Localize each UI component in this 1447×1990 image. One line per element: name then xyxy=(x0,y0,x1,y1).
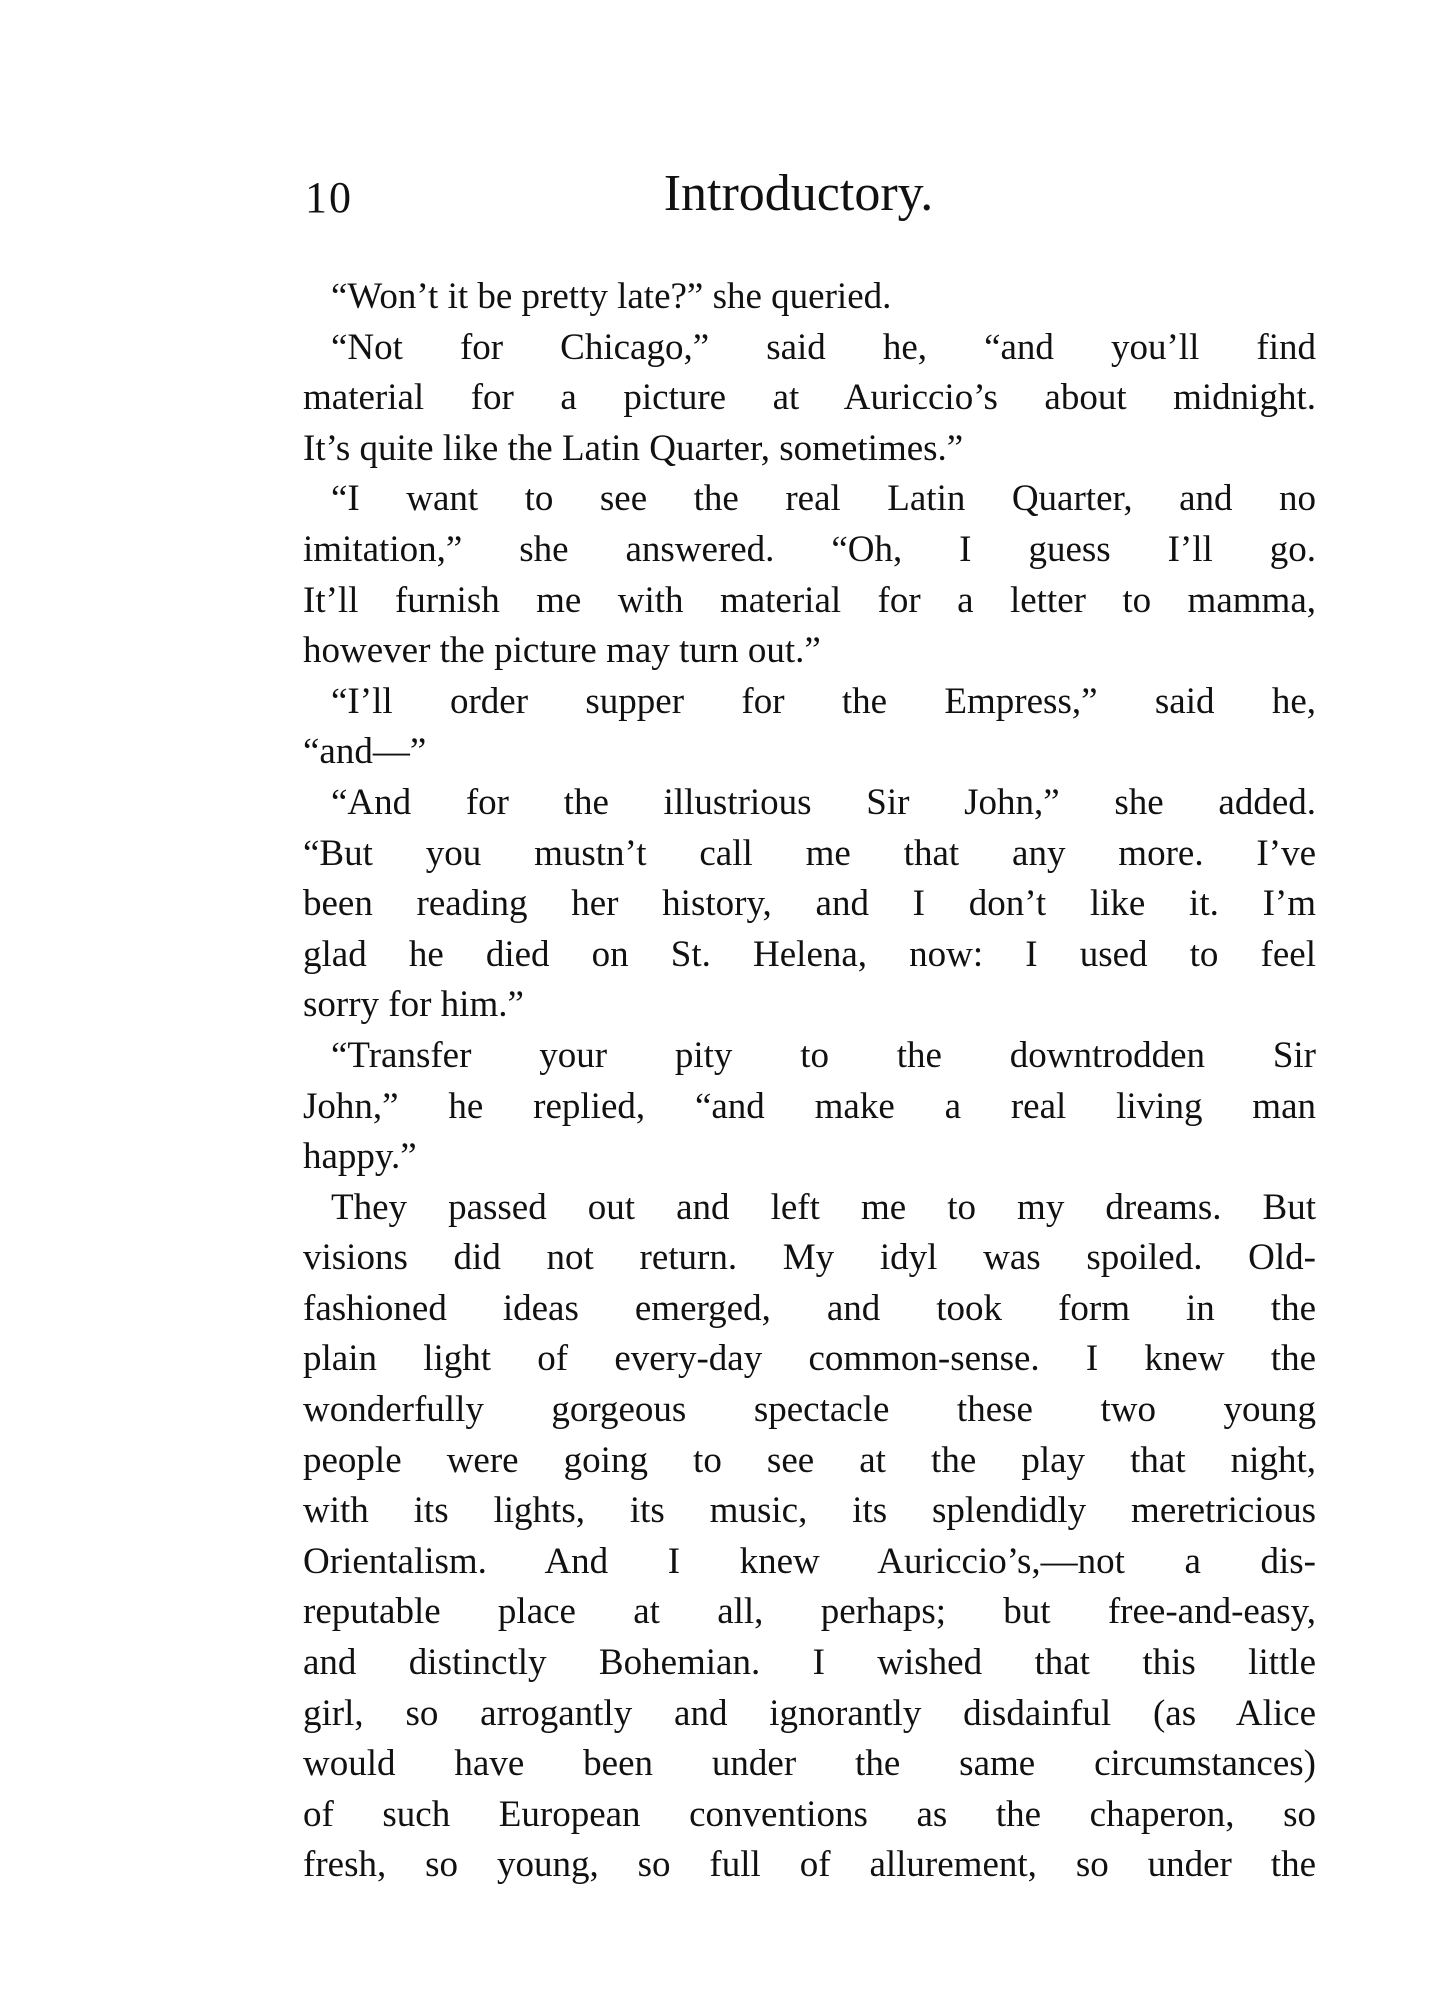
text-line: fresh, so young, so full of allurement, so under the xyxy=(303,1844,1316,1886)
text-line: John,” he replied, “and make a real living man xyxy=(303,1085,1316,1127)
text-line: “And for the illustrious Sir John,” she added. xyxy=(331,781,1316,823)
text-line: “I want to see the real Latin Quarter, and no xyxy=(331,478,1316,520)
text-line: glad he died on St. Helena, now: I used to feel xyxy=(303,933,1316,975)
text-line: visions did not return. My idyl was spoiled. Old- xyxy=(303,1237,1316,1279)
text-line: “Won’t it be pretty late?” she queried. xyxy=(331,276,892,317)
text-line: They passed out and left me to my dreams. But xyxy=(331,1186,1316,1228)
text-line: with its lights, its music, its splendidly meretricious xyxy=(303,1490,1316,1532)
text-line: “But you mustn’t call me that any more. I’ve xyxy=(303,832,1316,874)
text-line: however the picture may turn out.” xyxy=(303,630,821,672)
text-line: It’s quite like the Latin Quarter, sometimes.” xyxy=(303,427,964,469)
body-text xyxy=(303,272,1316,1891)
text-line: Orientalism. And I knew Auriccio’s,—not a dis- xyxy=(303,1540,1316,1582)
text-line: of such European conventions as the chaperon, so xyxy=(303,1793,1316,1835)
text-line: material for a picture at Auriccio’s about midnight. xyxy=(303,377,1316,419)
text-line: “and—” xyxy=(303,731,427,773)
text-line: It’ll furnish me with material for a letter to mamma, xyxy=(303,579,1316,621)
text-line: and distinctly Bohemian. I wished that this little xyxy=(303,1642,1316,1684)
text-line: happy.” xyxy=(303,1136,417,1178)
text-line: would have been under the same circumstances) xyxy=(303,1743,1316,1785)
text-line: fashioned ideas emerged, and took form in the xyxy=(303,1287,1316,1329)
text-line: girl, so arrogantly and ignorantly disdainful (as Alice xyxy=(303,1692,1316,1734)
text-line: sorry for him.” xyxy=(303,984,524,1026)
text-line: “Not for Chicago,” said he, “and you’ll find xyxy=(331,326,1316,368)
text-line: “I’ll order supper for the Empress,” said he, xyxy=(331,680,1316,722)
text-line: plain light of every-day common-sense. I knew the xyxy=(303,1338,1316,1380)
text-line: “Transfer your pity to the downtrodden Sir xyxy=(331,1034,1316,1076)
text-line: imitation,” she answered. “Oh, I guess I’ll go. xyxy=(303,528,1316,570)
text-line: reputable place at all, perhaps; but free-and-easy, xyxy=(303,1591,1316,1633)
page-number: 10 xyxy=(305,173,353,222)
text-line: been reading her history, and I don’t like it. I’m xyxy=(303,883,1316,925)
running-head-title: Introductory. xyxy=(663,165,934,222)
text-line: people were going to see at the play that night, xyxy=(303,1439,1316,1481)
text-line: wonderfully gorgeous spectacle these two young xyxy=(303,1389,1316,1431)
